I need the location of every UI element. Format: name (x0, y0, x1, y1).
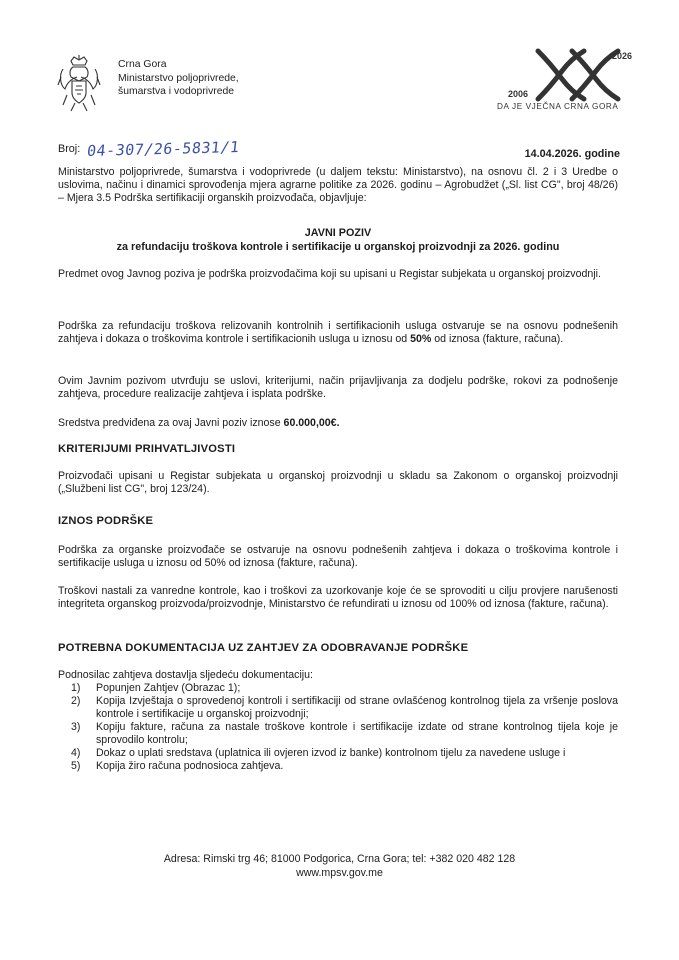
heading-support-amount: IZNOS PODRŠKE (58, 515, 154, 527)
list-item-number: 5) (71, 760, 81, 772)
paragraph-conditions (58, 375, 618, 401)
ministry-name (118, 58, 239, 99)
public-call-title (58, 227, 618, 254)
paragraph-funds (58, 417, 618, 430)
logo-year-right: 2026 (612, 51, 633, 61)
amount-block-1 (58, 544, 618, 570)
list-item-text: Dokaz o uplati sredstava (uplatnica ili ovjeren izvod iz banke) kontrolnom tijelu za navedene usluge i (96, 747, 566, 759)
footer-website[interactable]: www.mpsv.gov.me (296, 867, 383, 879)
title-line-2: za refundaciju troškova kontrole i sertifikacije u organskoj proizvodnji za 2026. godinu (116, 240, 560, 253)
title-line-1: JAVNI POZIV (304, 227, 372, 239)
paragraph-4-amount: 60.000,00€. (283, 417, 340, 429)
list-item (58, 760, 618, 773)
heading-documentation: POTREBNA DOKUMENTACIJA UZ ZAHTJEV ZA ODOBRAVANJE PODRŠKE (58, 642, 469, 654)
paragraph-refund (58, 320, 618, 346)
amount-text-2: Troškovi nastali za vanredne kontrole, kao i troškovi za uzorkovanje koje će se sprovoditi u cilju provjere narušenosti integriteta organskog proizvoda/proizvodnje, Ministarstvo će refundirati u iznosu od 100% od iznosa (fakture, računa). (58, 585, 618, 610)
paragraph-1: Predmet ovog Javnog poziva je podrška proizvođačima koji su upisani u Registar subjekata u organskoj proizvodnji. (58, 268, 601, 280)
paragraph-4 (58, 417, 618, 430)
paragraph-2-text: Podrška za refundaciju troškova relizovanih kontrolnih i sertifikacionih usluga ostvaruje se na osnovu podnešenih zahtjeva i dokaza o troškovima kontrole i sertifikacionih usluga u iznosu od (58, 320, 618, 345)
list-item-number: 3) (71, 721, 81, 733)
reference-number (58, 137, 241, 161)
ministry-line-name-2: šumarstva i vodoprivrede (118, 86, 235, 97)
logo-year-left: 2006 (508, 89, 529, 99)
coat-of-arms-icon (57, 55, 101, 113)
documentation-list (58, 682, 618, 773)
ministry-line-country: Crna Gora (118, 59, 167, 70)
list-item-text: Kopiju fakture, računa za nastale troškove kontrole i sertifikacije izdate od strane kontrolnog tijela koje je sprovodilo kontrolu; (96, 721, 618, 746)
logo-caption: DA JE VJEČNA CRNA GORA (497, 102, 619, 111)
paragraph-2 (58, 320, 618, 346)
list-item (58, 682, 618, 695)
reference-number-handwritten: 04-307/26-5831/1 (86, 137, 241, 161)
document-date: 14.04.2026. godine (524, 148, 620, 160)
amount-text-1: Podrška za organske proizvođače se ostvaruje na osnovu podnešenih zahtjeva i dokaza o troškovima kontrole i sertifikacije usluga u iznosu od 50% od iznosa (fakture, računa). (58, 544, 618, 569)
reference-number-label: Broj: (58, 143, 81, 155)
paragraph-4-text: Sredstva predviđena za ovaj Javni poziv iznose (58, 417, 284, 429)
paragraph-2-tail: od iznosa (fakture, računa). (431, 333, 564, 345)
intro-block (58, 166, 618, 205)
paragraph-3: Ovim Javnim pozivom utvrđuju se uslovi, kriterijumi, način prijavljivanja za dodjelu podrške, rokovi za podnošenje zahtjeva, procedure realizacije zahtjeva i isplata podrške. (58, 375, 618, 400)
footer (0, 852, 679, 880)
amount-block-2 (58, 585, 618, 611)
paragraph-subject (58, 268, 618, 281)
ministry-line-name-1: Ministarstvo poljoprivrede, (118, 72, 239, 84)
paragraph-2-percent: 50% (410, 333, 432, 345)
criteria-block (58, 470, 618, 496)
list-item-text: Kopija žiro računa podnosioca zahtjeva. (96, 760, 284, 772)
intro-paragraph: Ministarstvo poljoprivrede, šumarstva i vodoprivrede (u daljem tekstu: Ministarstvo), na osnovu čl. 2 i 3 Uredbe o uslovima, načinu i dinamici sprovođenja mjera agrarne politike za 2026. godinu – Agrobudžet („Sl. list CG", broj 48/26) – Mjera 3.5 Podrška sertifikaciji organskih proizvođača, objavljuje: (58, 166, 618, 204)
list-item (58, 695, 618, 721)
heading-criteria: KRITERIJUMI PRIHVATLJIVOSTI (58, 443, 236, 455)
footer-address: Adresa: Rimski trg 46; 81000 Podgorica, Crna Gora; tel: +382 020 482 128 (163, 853, 516, 865)
list-item-text: Kopija Izvještaja o sprovedenoj kontroli i sertifikaciji od strane ovlašćenog kontrolnog tijela za vršenje poslova kontrole i sertifikacije u organskoj proizvodnji; (96, 695, 618, 720)
criteria-text: Proizvođači upisani u Registar subjekata u organskoj proizvodnji u skladu sa Zakonom o organskoj proizvodnji („Službeni list CG", broj 123/24). (58, 470, 618, 495)
list-item (58, 721, 618, 747)
list-item-number: 4) (71, 747, 81, 759)
anniversary-logo (500, 45, 640, 105)
documentation-block (58, 669, 618, 773)
documentation-intro: Podnosilac zahtjeva dostavlja sljedeću dokumentaciju: (58, 669, 313, 681)
list-item-number: 1) (71, 682, 81, 694)
list-item-text: Popunjen Zahtjev (Obrazac 1); (96, 682, 241, 694)
list-item (58, 747, 618, 760)
list-item-number: 2) (71, 695, 81, 707)
